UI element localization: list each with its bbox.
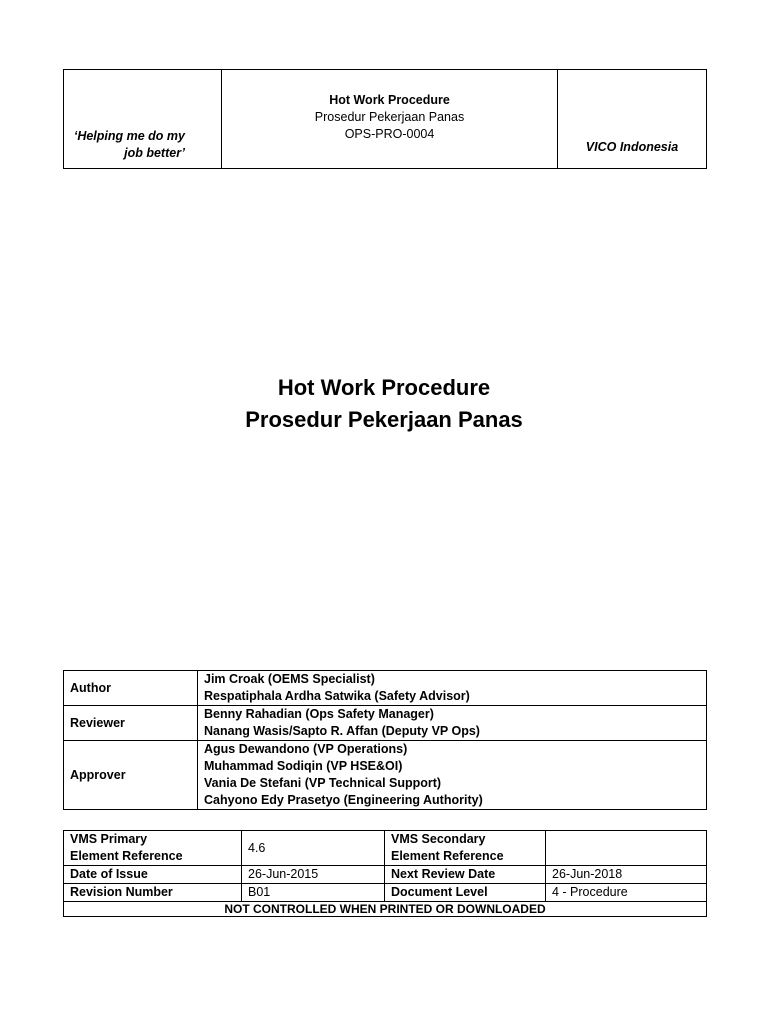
vms-secondary-label <box>385 831 546 866</box>
vms-primary-value: 4.6 <box>242 831 385 866</box>
next-review-value: 26-Jun-2018 <box>546 866 707 884</box>
document-meta-table <box>63 830 707 917</box>
author-name: Respatiphala Ardha Satwika (Safety Advisor) <box>204 689 470 703</box>
header-doc-subtitle: Prosedur Pekerjaan Panas <box>314 110 465 124</box>
vms-row <box>64 831 707 866</box>
dates-row <box>64 866 707 884</box>
approver-label: Approver <box>64 741 198 810</box>
reviewer-label: Reviewer <box>64 706 198 741</box>
approver-row <box>64 741 707 810</box>
reviewer-names <box>198 706 707 741</box>
tagline-cell <box>64 70 222 169</box>
author-name: Jim Croak (OEMS Specialist) <box>204 672 375 686</box>
reviewer-name: Nanang Wasis/Sapto R. Affan (Deputy VP Ops) <box>204 724 480 738</box>
page-title-line-2: Prosedur Pekerjaan Panas <box>245 407 523 432</box>
tagline-line-2: job better’ <box>124 146 185 160</box>
vms-secondary-label-line-2: Element Reference <box>391 849 504 863</box>
vms-secondary-label-line-1: VMS Secondary <box>391 832 486 846</box>
reviewer-name: Benny Rahadian (Ops Safety Manager) <box>204 707 434 721</box>
revision-number-label: Revision Number <box>64 884 242 902</box>
document-level-value: 4 - Procedure <box>546 884 707 902</box>
document-header <box>63 69 707 169</box>
header-doc-code: OPS-PRO-0004 <box>344 127 435 141</box>
document-level-label: Document Level <box>385 884 546 902</box>
revision-number-value: B01 <box>242 884 385 902</box>
company-name: VICO Indonesia <box>585 140 679 154</box>
approver-name: Vania De Stefani (VP Technical Support) <box>204 776 442 790</box>
page-title-line-1: Hot Work Procedure <box>277 375 491 400</box>
header-title-cell <box>222 70 558 169</box>
vms-primary-label-line-2: Element Reference <box>70 849 183 863</box>
vms-primary-label <box>64 831 242 866</box>
footer-row <box>64 902 707 917</box>
reviewer-row <box>64 706 707 741</box>
author-row <box>64 671 707 706</box>
company-cell <box>558 70 707 169</box>
vms-secondary-value <box>546 831 707 866</box>
approver-name: Muhammad Sodiqin (VP HSE&OI) <box>204 759 403 773</box>
next-review-label: Next Review Date <box>385 866 546 884</box>
date-of-issue-label: Date of Issue <box>64 866 242 884</box>
header-doc-title: Hot Work Procedure <box>329 93 450 107</box>
tagline-line-1: ‘Helping me do my <box>73 129 185 143</box>
approver-names <box>198 741 707 810</box>
approver-name: Cahyono Edy Prasetyo (Engineering Authority) <box>204 793 483 807</box>
vms-primary-label-line-1: VMS Primary <box>70 832 148 846</box>
uncontrolled-notice: NOT CONTROLLED WHEN PRINTED OR DOWNLOADED <box>64 902 707 917</box>
approval-table <box>63 670 707 810</box>
page-title <box>0 372 768 436</box>
date-of-issue-value: 26-Jun-2015 <box>242 866 385 884</box>
approver-name: Agus Dewandono (VP Operations) <box>204 742 408 756</box>
revision-row <box>64 884 707 902</box>
author-label: Author <box>64 671 198 706</box>
author-names <box>198 671 707 706</box>
